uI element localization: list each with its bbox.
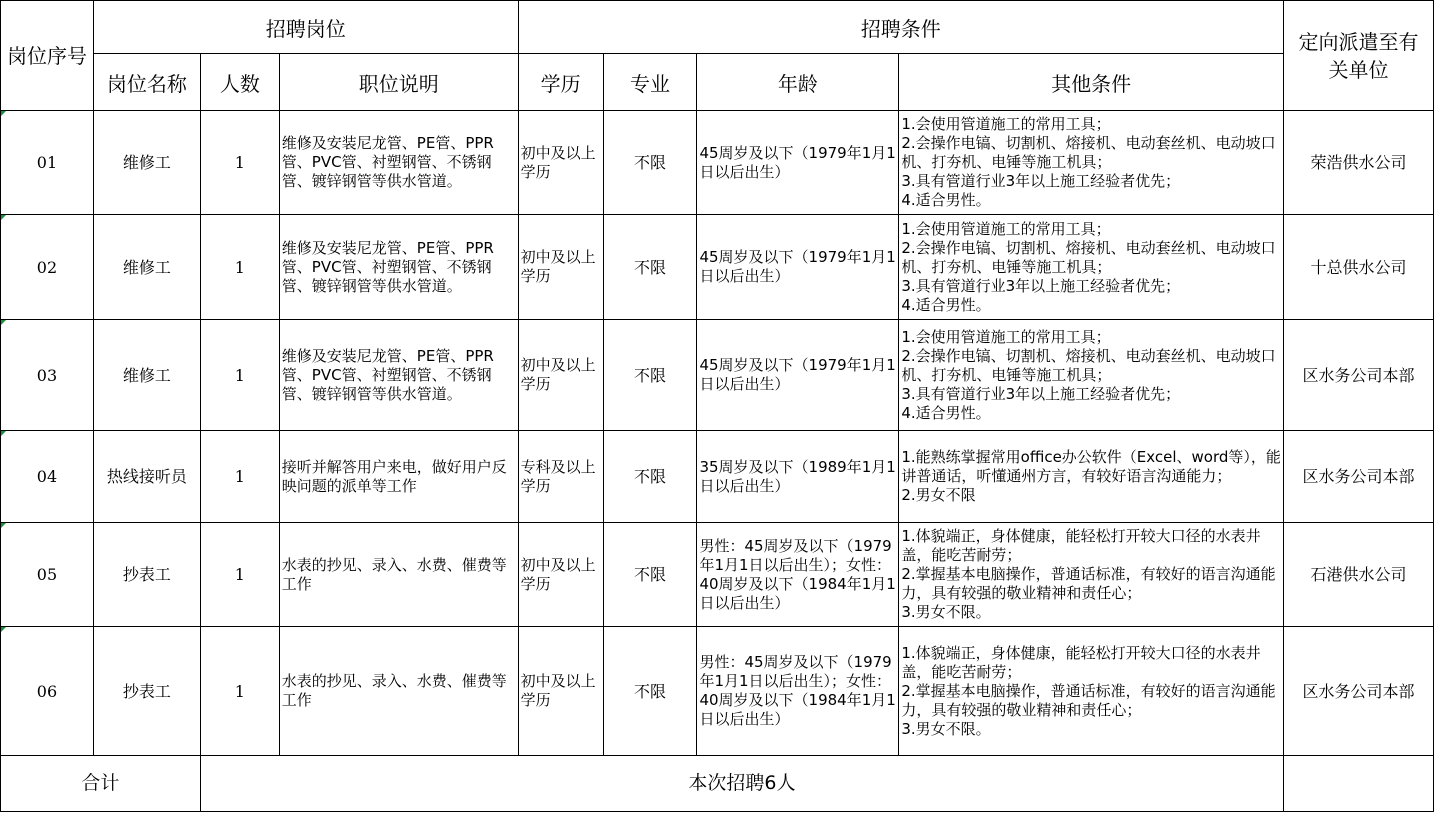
row-education: 初中及以上学历: [518, 627, 603, 756]
condition-line: 4.适合男性。: [901, 191, 991, 209]
row-index: 04: [1, 431, 94, 523]
row-position-name: 抄表工: [93, 523, 200, 627]
row-job-description: 维修及安装尼龙管、PE管、PPR管、PVC管、衬塑钢管、不锈钢管、镀锌钢管等供水管道。: [279, 215, 518, 320]
row-education: 初中及以上学历: [518, 215, 603, 320]
row-dispatch-unit: 区水务公司本部: [1284, 431, 1434, 523]
row-position-name: 维修工: [93, 215, 200, 320]
header-other-conditions: 其他条件: [899, 54, 1284, 111]
condition-line: 3.具有管道行业3年以上施工经验者优先；: [901, 276, 1181, 295]
row-index: 03: [1, 320, 94, 431]
row-major: 不限: [603, 320, 697, 431]
condition-line: 1.会使用管道施工的常用工具；: [901, 115, 1111, 133]
row-headcount: 1: [200, 111, 279, 215]
header-headcount: 人数: [200, 54, 279, 111]
condition-line: 1.会使用管道施工的常用工具；: [901, 219, 1111, 238]
table-row: [1, 523, 1434, 627]
header-index: 岗位序号: [1, 1, 94, 111]
header-major: 专业: [603, 54, 697, 111]
condition-line: 2.掌握基本电脑操作，普通话标准，有较好的语言沟通能力，具有较强的敬业精神和责任心；: [901, 681, 1276, 719]
table-row: [1, 111, 1434, 215]
row-other-conditions: [899, 523, 1284, 627]
row-age: 35周岁及以下（1989年1月1日以后出生）: [697, 431, 899, 523]
row-other-conditions: [899, 627, 1284, 756]
row-age: 男性：45周岁及以下（1979年1月1日以后出生）；女性：40周岁及以下（1984年1月1日以后出生）: [697, 523, 899, 627]
table-row: [1, 215, 1434, 320]
row-headcount: 1: [200, 523, 279, 627]
row-dispatch-unit: 十总供水公司: [1284, 215, 1434, 320]
condition-line: 2.掌握基本电脑操作，普通话标准，有较好的语言沟通能力，具有较强的敬业精神和责任心；: [901, 565, 1276, 602]
header-group-conditions: 招聘条件: [518, 1, 1283, 54]
row-job-description: 接听并解答用户来电，做好用户反映问题的派单等工作: [279, 431, 518, 523]
row-other-conditions: [899, 111, 1284, 215]
condition-line: 3.男女不限。: [901, 603, 991, 621]
table-row: [1, 627, 1434, 756]
condition-line: 1.体貌端正，身体健康，能轻松打开较大口径的水表井盖，能吃苦耐劳；: [901, 527, 1261, 564]
row-job-description: 水表的抄见、录入、水费、催费等工作: [279, 627, 518, 756]
row-position-name: 热线接听员: [93, 431, 200, 523]
condition-line: 2.男女不限: [901, 486, 976, 504]
header-position-name: 岗位名称: [93, 54, 200, 111]
row-education: 初中及以上学历: [518, 111, 603, 215]
condition-line: 3.男女不限。: [901, 719, 991, 738]
condition-line: 2.会操作电镐、切割机、熔接机、电动套丝机、电动坡口机、打夯机、电锤等施工机具；: [901, 238, 1276, 276]
header-group-positions: 招聘岗位: [93, 1, 518, 54]
header-job-description: 职位说明: [279, 54, 518, 111]
row-index: 05: [1, 523, 94, 627]
row-education: 初中及以上学历: [518, 523, 603, 627]
row-education: 专科及以上学历: [518, 431, 603, 523]
row-dispatch-unit: 区水务公司本部: [1284, 320, 1434, 431]
row-other-conditions: [899, 320, 1284, 431]
row-position-name: 维修工: [93, 320, 200, 431]
row-headcount: 1: [200, 215, 279, 320]
condition-line: 3.具有管道行业3年以上施工经验者优先；: [901, 172, 1181, 190]
condition-line: 2.会操作电镐、切割机、熔接机、电动套丝机、电动坡口机、打夯机、电锤等施工机具；: [901, 346, 1276, 384]
row-major: 不限: [603, 627, 697, 756]
condition-line: 1.体貌端正，身体健康，能轻松打开较大口径的水表井盖，能吃苦耐劳；: [901, 643, 1261, 681]
row-age: 45周岁及以下（1979年1月1日以后出生）: [697, 320, 899, 431]
header-education: 学历: [518, 54, 603, 111]
row-headcount: 1: [200, 431, 279, 523]
row-age: 男性：45周岁及以下（1979年1月1日以后出生）；女性：40周岁及以下（1984年1月1日以后出生）: [697, 627, 899, 756]
row-dispatch-unit: 区水务公司本部: [1284, 627, 1434, 756]
row-dispatch-unit: 石港供水公司: [1284, 523, 1434, 627]
row-job-description: 维修及安装尼龙管、PE管、PPR管、PVC管、衬塑钢管、不锈钢管、镀锌钢管等供水管道。: [279, 111, 518, 215]
row-age: 45周岁及以下（1979年1月1日以后出生）: [697, 111, 899, 215]
condition-line: 2.会操作电镐、切割机、熔接机、电动套丝机、电动坡口机、打夯机、电锤等施工机具；: [901, 134, 1276, 171]
row-job-description: 水表的抄见、录入、水费、催费等工作: [279, 523, 518, 627]
row-dispatch-unit: 荣浩供水公司: [1284, 111, 1434, 215]
row-index: 01: [1, 111, 94, 215]
total-row: [1, 756, 1434, 812]
condition-line: 4.适合男性。: [901, 403, 991, 422]
header-age: 年龄: [697, 54, 899, 111]
row-other-conditions: [899, 215, 1284, 320]
row-major: 不限: [603, 431, 697, 523]
row-age: 45周岁及以下（1979年1月1日以后出生）: [697, 215, 899, 320]
condition-line: 4.适合男性。: [901, 295, 991, 314]
condition-line: 1.能熟练掌握常用office办公软件（Excel、word等），能讲普通话，听懂通州方言，有较好语言沟通能力；: [901, 448, 1281, 485]
condition-line: 1.会使用管道施工的常用工具；: [901, 327, 1111, 346]
total-empty-cell: [1284, 756, 1434, 812]
total-label: 合计: [1, 756, 201, 812]
row-education: 初中及以上学历: [518, 320, 603, 431]
row-headcount: 1: [200, 627, 279, 756]
row-index: 06: [1, 627, 94, 756]
header-dispatch-unit: 定向派遣至有关单位: [1284, 1, 1434, 111]
row-major: 不限: [603, 523, 697, 627]
row-position-name: 抄表工: [93, 627, 200, 756]
row-headcount: 1: [200, 320, 279, 431]
row-position-name: 维修工: [93, 111, 200, 215]
condition-line: 3.具有管道行业3年以上施工经验者优先；: [901, 384, 1181, 403]
total-value: 本次招聘6人: [200, 756, 1283, 812]
row-job-description: 维修及安装尼龙管、PE管、PPR管、PVC管、衬塑钢管、不锈钢管、镀锌钢管等供水管道。: [279, 320, 518, 431]
row-major: 不限: [603, 215, 697, 320]
row-major: 不限: [603, 111, 697, 215]
row-index: 02: [1, 215, 94, 320]
table-row: [1, 431, 1434, 523]
row-other-conditions: [899, 431, 1284, 523]
table-row: [1, 320, 1434, 431]
